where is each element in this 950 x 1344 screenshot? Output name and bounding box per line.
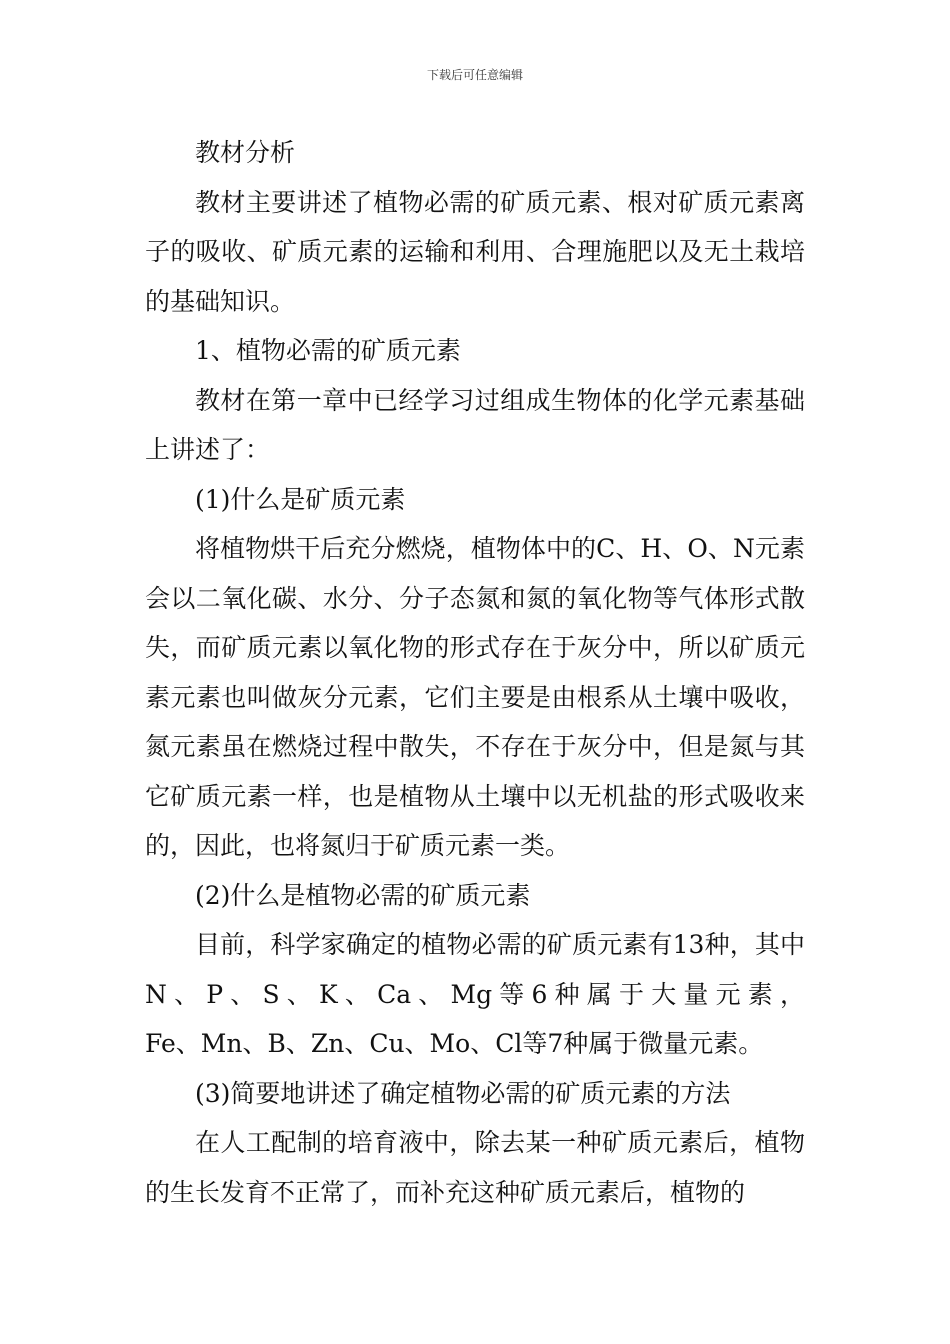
subheading-method: (3)简要地讲述了确定植物必需的矿质元素的方法 — [195, 1078, 731, 1108]
page-header-note: 下载后可任意编辑 — [426, 68, 523, 82]
paragraph-ash-elements: 将植物烘干后充分燃烧，植物体中的C、H、O、N元素会以二氧化碳、水分、分子态氮和氮的氧化物等气体形式散失，而矿质元素以氧化物的形式存在于灰分中，所以矿质元素元素也叫做灰分元素，它们主要是由根系从土壤中吸收，氮元素虽在燃烧过程中散失，不存在于灰分中，但是氮与其它矿质元素一样，也是植物从土壤中以无机盐的形式吸收来的，因此，也将氮归于矿质元素一类。 — [145, 534, 805, 860]
paragraph-micro-elements: Fe、Mn、B、Zn、Cu、Mo、Cl等7种属于微量元素。 — [145, 1029, 764, 1058]
section-heading-textbook-analysis: 教材分析 — [195, 138, 296, 167]
paragraph-overview: 教材主要讲述了植物必需的矿质元素、根对矿质元素离子的吸收、矿质元素的运输和利用、合理施肥以及无土栽培的基础知识。 — [145, 187, 805, 316]
paragraph-thirteen-elements: 目前，科学家确定的植物必需的矿质元素有13种，其中N、P、S、K、Ca、Mg等6种属于大量元素， — [145, 930, 805, 1009]
paragraph-culture-solution: 在人工配制的培育液中，除去某一种矿质元素后，植物的生长发育不正常了，而补充这种矿质元素后，植物的 — [145, 1128, 805, 1207]
document-body — [145, 128, 805, 1217]
subheading-essential-minerals: (2)什么是植物必需的矿质元素 — [195, 880, 531, 910]
paragraph-intro: 教材在第一章中已经学习过组成生物体的化学元素基础上讲述了： — [145, 385, 805, 464]
subheading-what-are-minerals: (1)什么是矿质元素 — [195, 484, 406, 514]
section-heading-essential-minerals: 1、植物必需的矿质元素 — [195, 336, 461, 365]
